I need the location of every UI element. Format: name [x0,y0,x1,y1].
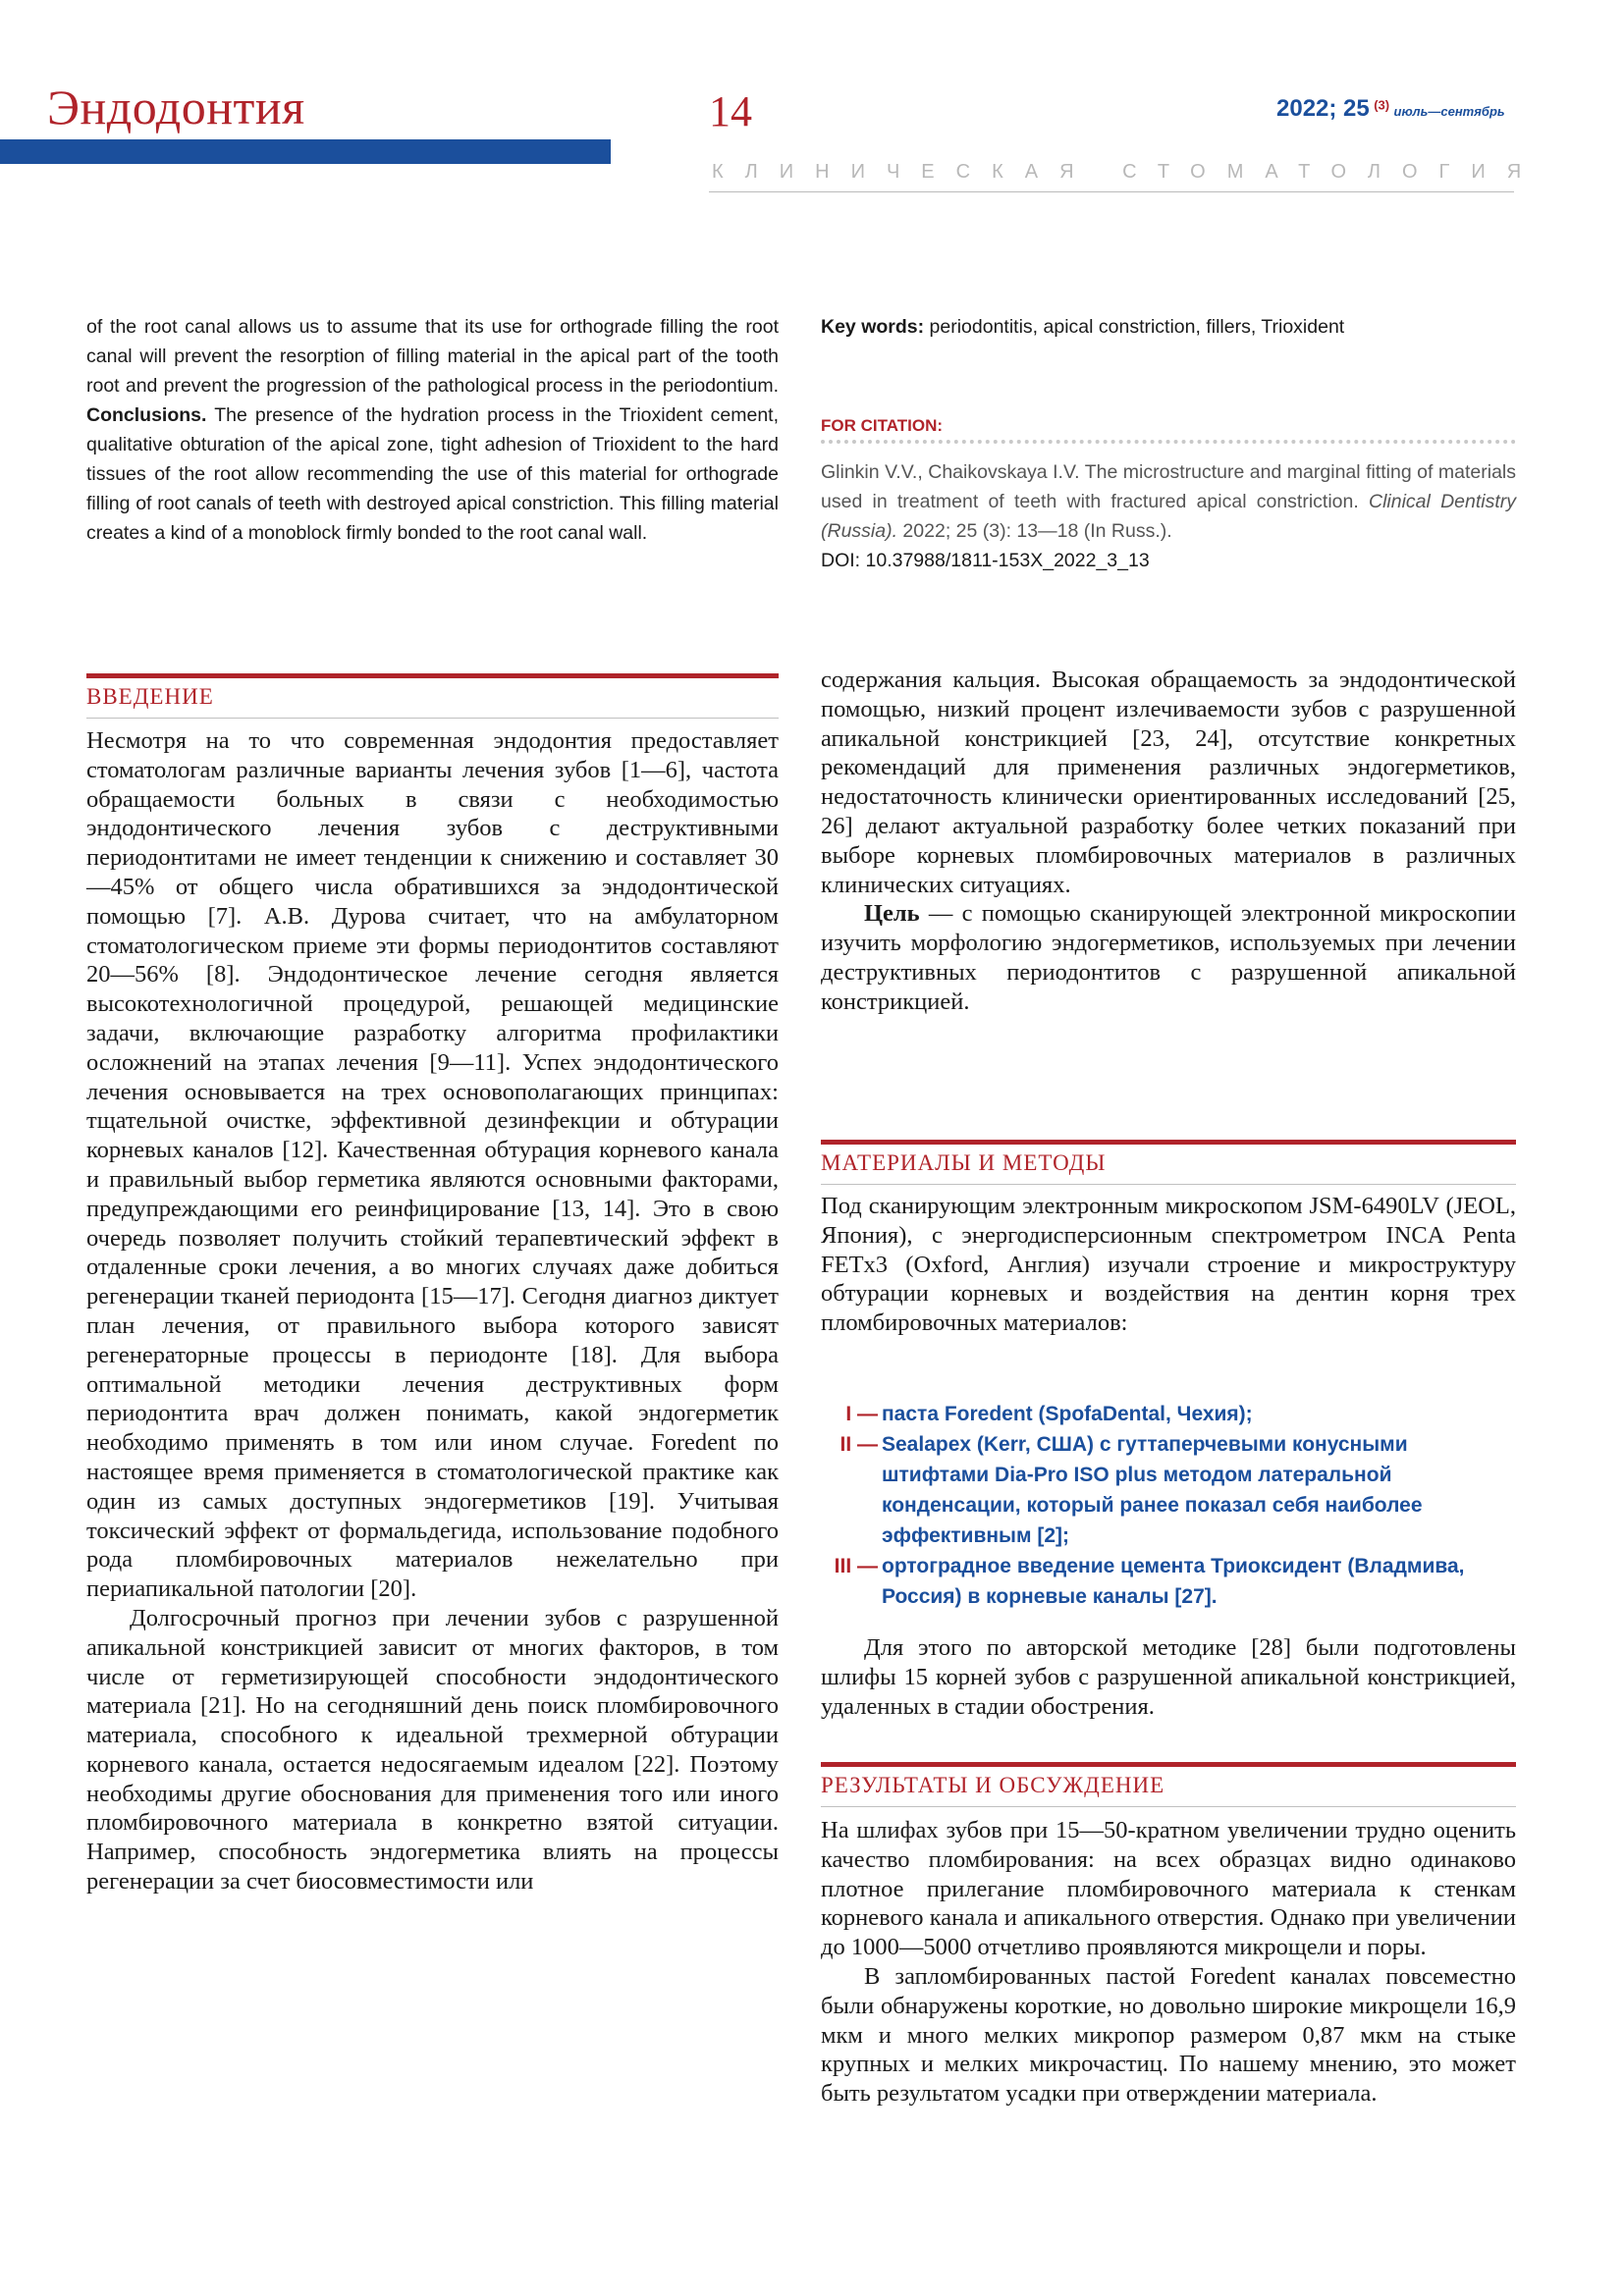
aim-paragraph [821,899,1516,1016]
list-item-number: III — [834,1555,878,1577]
keywords-text: periodontitis, apical constriction, fillers, Trioxident [924,316,1345,338]
results-paragraph-2: В запломбированных пастой Foredent каналах повсеместно были обнаружены короткие, но довольно широкие микрощели 16,9 мкм и много мелких микропор размером 0,87 мкм на стыке крупных и мелких микрочастиц. По нашему мнению, это может быть результатом усадки при отверждении материала. [821,1962,1516,2108]
list-item [821,1399,1516,1429]
section-heading-methods [821,1140,1516,1185]
left-column-text [86,726,779,1896]
aim-label: Цель [864,900,920,928]
keywords [821,312,1516,342]
intro-title: ВВЕДЕНИЕ [86,684,214,709]
keywords-label: Key words: [821,316,925,338]
right-column-intro-text [821,666,1516,1017]
intro-paragraph-1: Несмотря на то что современная эндодонтия предоставляет стоматологам различные варианты лечения зубов [1—6], частота обращаемости больных в связи с необходимостью эндодонтического лечения зубов с деструктивными периодонтитами не имеет тенденции к снижению и составляет 30—45% от общего числа обратившихся за эндодонтической помощью [7]. А.В. Дурова считает, что на амбулаторном стоматологическом приеме эти формы периодонтитов составляют 20—56% [8]. Эндодонтическое лечение сегодня является высокотехнологичной процедурой, решающей медицинские задачи, включающие разработку алгоритма профилактики осложнений на этапах лечения [9—11]. Успех эндодонтического лечения основывается на трех основополагающих принципах: тщательной очистке, эффективной дезинфекции и обтурации корневых каналов [12]. Качественная обтурация корневого канала и правильный выбор герметика являются основными факторами, предупреждающими его реинфицирование [13, 14]. Это в свою очередь позволяет получить стойкий терапевтический эффект в отдаленные сроки лечения, а во многих случаях даже добиться регенерации тканей периодонта [15—17]. Сегодня диагноз диктует план лечения, от правильного выбора которого зависят регенераторные процессы в периодонте [18]. Для выбора оптимальной методики лечения деструктивных форм периодонтита врач должен понимать, какой эндогерметик необходимо применять в том или ином случае. Foredent по настоящее время применяется в стоматологической практике как один из самых доступных эндогерметиков [19]. Учитывая токсический эффект от формальдегида, использование подобного рода пломбировочных материалов нежелательно при периапикальной патологии [20]. [86,727,779,1603]
year-volume: 2022; 25 [1276,95,1370,122]
citation-journal: Clinical Dentistry (Russia). [821,491,1516,542]
methods-text-2 [821,1633,1516,1721]
methods-text [821,1192,1516,1338]
citation [821,457,1516,575]
list-item-number: I — [845,1403,878,1425]
results-text [821,1816,1516,2109]
citation-details: 2022; 25 (3): 13—18 (In Russ.). [897,520,1172,542]
abstract-text-after: The presence of the hydration process in the Trioxident cement, qualitative obturation of the apical zone, tight adhesion of Trioxident to the hard tissues of the root allow recommending the use of this material for orthograde filling of root canals of teeth with destroyed apical constriction. This filling material creates a kind of a monoblock firmly bonded to the root canal wall. [86,404,779,544]
citation-title: FOR CITATION: [821,416,944,435]
list-item-text: паста Foredent (SpofaDental, Чехия); [882,1403,1253,1425]
journal-section-title: Эндодонтия [47,80,305,134]
list-item [821,1429,1516,1551]
methods-paragraph-1: Под сканирующим электронным микроскопом JSM-6490LV (JEOL, Япония), с энергодисперсионным спектрометром INCA Penta FETx3 (Oxford, Англия) изучали строение и микроструктуру обтурации корневых и воздействия на дентин корня трех пломбировочных материалов: [821,1193,1516,1337]
results-paragraph-1: На шлифах зубов при 15—50-кратном увеличении трудно оценить качество пломбирования: на всех образцах видно одинаково плотное прилегание пломбировочного материала к стенкам корневого канала и апикального отверстия. Однако при увеличении до 1000—5000 отчетливо проявляются микрощели и поры. [821,1817,1516,1961]
list-item [821,1551,1516,1612]
header-bar [0,139,611,164]
list-item-number: II — [839,1433,878,1456]
list-item-text: ортоградное введение цемента Триоксидент (Владмива, Россия) в корневые каналы [27]. [882,1555,1465,1608]
conclusions-label: Conclusions. [86,404,207,426]
section-heading-intro [86,673,779,719]
abstract-continuation [86,312,779,548]
intro-paragraph-2: Долгосрочный прогноз при лечении зубов с разрушенной апикальной констрикцией зависит от многих факторов, в том числе от герметизирующей способности эндодонтического материала [21]. Но на сегодняшний день поиск пломбировочного материала, способного к идеальной трехмерной обтурации корневого канала, остается недосягаемым идеалом [22]. Поэтому необходимы другие обоснования для применения того или иного пломбировочного материала в конкретно взятой ситуации. Например, способность эндогерметика влиять на процессы регенерации за счет биосовместимости или [86,1604,779,1896]
citation-text: Glinkin V.V., Chaikovskaya I.V. The microstructure and marginal fitting of materials used in treatment of teeth with fractured apical constriction. [821,461,1516,512]
page-number: 14 [709,87,752,135]
list-item-text: Sealapex (Kerr, США) с гуттаперчевыми конусными штифтами Dia-Pro ISO plus методом латеральной конденсации, который ранее показал себя наиболее эффективным [2]; [882,1433,1423,1547]
issue-line [1276,95,1505,123]
journal-name: КЛИНИЧЕСКАЯ СТОМАТОЛОГИЯ [712,161,1543,183]
methods-paragraph-2: Для этого по авторской методике [28] были подготовлены шлифы 15 корней зубов с разрушенной апикальной констрикцией, удаленных в стадии обострения. [821,1634,1516,1720]
aim-text: — с помощью сканирующей электронной микроскопии изучить морфологию эндогерметиков, используемых при лечении деструктивных периодонтитов с разрушенной апикальной констрикцией. [821,900,1516,1015]
section-heading-results [821,1762,1516,1807]
methods-title: МАТЕРИАЛЫ И МЕТОДЫ [821,1150,1107,1175]
citation-doi[interactable]: DOI: 10.37988/1811-153X_2022_3_13 [821,550,1150,571]
citation-dotted-rule [821,440,1516,444]
issue-months: июль—сентябрь [1393,104,1505,119]
abstract-text-before: of the root canal allows us to assume that its use for orthograde filling the root canal will prevent the resorption of filling material in the apical part of the tooth root and prevent the progression of the pathological process in the periodontium. [86,316,779,397]
materials-list [821,1399,1516,1612]
results-title: РЕЗУЛЬТАТЫ И ОБСУЖДЕНИЕ [821,1773,1165,1797]
intro-paragraph-2-continued: содержания кальция. Высокая обращаемость за эндодонтической помощью, низкий процент излечиваемости зубов с разрушенной апикальной констрикцией [23, 24], отсутствие конкретных рекомендаций для применения различных эндогерметиков, недостаточность клинически ориентированных исследований [25, 26] делают актуальной разработку более четких показаний при выборе корневых пломбировочных материалов в различных клинических ситуациях. [821,667,1516,898]
issue-number: (3) [1374,97,1390,113]
header-rule [709,191,1514,192]
